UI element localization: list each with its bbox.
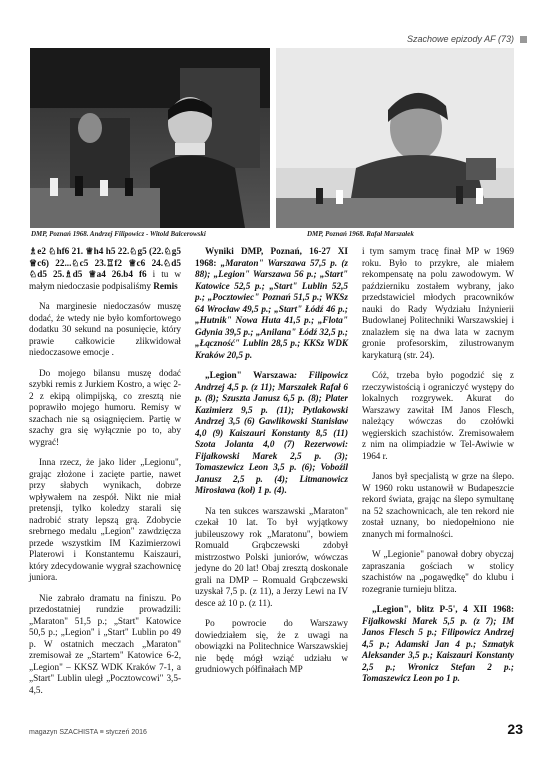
results-paragraph: [195, 246, 348, 361]
paragraph: Na marginesie niedoczasów muszę dodać, że wtedy nie było komfortowego dodatku 30 sekund na posunięcie, który prawie całkowicie zlikwidował niedoczasowe emocje .: [29, 301, 181, 357]
result-remis: Remis: [153, 280, 178, 291]
paragraph: i tym samym tracę finał MP w 1969 roku. Było to przykre, ale miałem rekompensatę na polu zawodowym. W październiku zostałem wybrany, jako przedstawiciel młodych pracowników nauki do Rady Wydziału Inżynierii Budowlanej Politechniki Warszawskiej i znalazłem się na dwa lata w zacnym gronie profesorskim, zilustrowanym karykaturą (str. 24).: [362, 246, 514, 360]
paragraph: Cóż, trzeba było pogodzić się z rzeczywistością i ograniczyć występy do lokalnych rozgrywek. Akurat do Warszawy zawitał IM Janos Flesch, należący wówczas do czołówki węgierskich szachistów. Zremisowałem z nim na olimpiadzie w Tel-Awiwie w 1964 r.: [362, 370, 514, 461]
results-text: „Maraton" Warszawa 57,5 p. (z 88); „Legion" Warszawa 56 p.; „Start" Katowice 52,5 p.; „Start" Lublin 52,5 p.; „Pocztowiec" Poznań 51,5 p.; WKSz 64 Wrocław 49,5 p.; „Start" Łódź 46 p.; „Hutnik" Nowa Huta 41,5 p.; „Flota" Gdynia 39,5 p.; „Anilana" Łódź 32,5 p.; „Łączność" Lublin 28,5 p.; KKSz WDK Kraków 20,5 p.: [195, 257, 348, 360]
text-column-3: [362, 246, 514, 694]
paragraph-text: i tu w małym niedoczasie podpisaliśmy: [29, 269, 181, 291]
paragraph: Do mojego bilansu muszę dodać szybki remis z Jurkiem Kostro, a więc 2-2 z ekipą olimpijską, co zresztą nie poprawiło mojego humoru. Remisy w szachach nie są osiągnięciem. Partię w szachy gra się wyłącznie po to, aby wygrać!: [29, 367, 181, 447]
paragraph: Nie zabrało dramatu na finiszu. Po przedostatniej rundzie prowadzili: „Maraton" 51,5 p.; „Start" Katowice 50,5 p.; „Legion" i „Start" Lublin po 49 p. W ostatnich meczach „Maraton" zremisował ze „Startem" Katowice 6-2, „Legion" – KKSZ WDK Kraków 7-1, a „Start" Lublin uległ „Pocztowcowi" 3,5-4,5.: [29, 592, 181, 695]
footer-magazine: magazyn SZACHISTA ≡ styczeń 2016: [29, 729, 147, 736]
header-square-icon: [520, 36, 527, 43]
blitz-heading: „Legion", blitz P-5', 4 XII 1968:: [372, 604, 514, 614]
paragraph: W „Legionie" panował dobry obyczaj zapraszania gościach w stolicy szachistów na „pogawędkę" do klubu i rozegranie turnieju blitza.: [362, 549, 514, 594]
blitz-results-text: Fijałkowski Marek 5,5 p. (z 7); IM Janos Flesch 5 p.; Filipowicz Andrzej 4,5 p.; Adamski Jan 4 p.; Szmatyk Aleksander 3,5 p.; Kaiszauri Konstanty 2,5 p.; Wronicz Stefan 2 p.; Tomaszewicz Leon po 1 p.: [362, 615, 514, 683]
running-header: [407, 34, 527, 44]
running-title: Szachowe epizody AF (73): [406, 34, 514, 44]
chess-moves: ♗e2 ♘hf6 21. ♕h4 h5 22.♘g5 (22.♘g5 ♕c6) 22...♘c5 23.♖f2 ♕c6 24.♘d5 ♘d5 25.♗d5 ♕a4 26.b4 f6: [29, 246, 181, 279]
team-roster-paragraph: [195, 370, 348, 497]
page-number: 23: [507, 721, 523, 737]
photo-filipowicz-balcerowski: [30, 48, 270, 228]
paragraph: Janos był specjalistą w grze na ślepo. W 1960 roku ustanowił w Budapeszcie rekord świata, grając na ślepo symultanę na 52 szachownicach, ale ten rekord nie został uznany, bo niedopełniono nie znanych mi formalności.: [362, 471, 514, 539]
paragraph: Po powrocie do Warszawy dowiedziałem się, że z uwagi na obowiązki na Politechnice Warszawskiej nie będę mógł wziąć udziału w grudniowych półfinałach MP: [195, 618, 348, 674]
photo-caption: DMP, Poznań 1968. Rafał Marszałek: [307, 230, 414, 238]
team-roster-text: : Filipowicz Andrzej 4,5 p. (z 11); Marszałek Rafał 6 p. (8); Szuszta Janusz 6,5 p. (8); Plater Kazimierz 9,5 p. (11); Pytlakowski Andrzej 3,5 (6) Gawlikowski Stanisław 4,0 (9) Kaiszauri Konstanty 8,5 (11) Szota Jolanta 4,0 (7) Rezerwowi: Fijałkowski Marek 2,5 p. (3); Tomaszewicz Leon 3,5 p. (6); Voboźil Janusz 2,5 p. (4); Litmanowicz Mirosława (koł) 1 p. (4).: [195, 370, 348, 495]
paragraph: Inna rzecz, że jako lider „Legionu", grając złożone i zacięte partie, nawet przy słabych wynikach, dobrze wpływałem na zespół. Nikt nie miał pretensji, tylko koledzy starali się nadrobić straty lepszą grą. Zdobycie srebrnego medalu „Legion" zawdzięcza przede wszystkim IM Kazimierzowi Platerowi i Konstantemu Kaiszauri, który zdecydowanie wygrał szachownicę juniora.: [29, 457, 181, 582]
results-heading: Wyniki DMP, Poznań, 16-27 XI 1968:: [195, 246, 348, 268]
paragraph: Na ten sukces warszawski „Maraton" czekał 10 lat. To był wyjątkowy jubileuszowy rok „Maratonu", bowiem Romuald Grąbczewski zdobył mistrzostwo Polski juniorów, wówczas jedyne do 20 lat! Obaj zresztą doskonale grali na DMP – Romuald Grąbczewski uzyskał 7,5 p. (z 11), a Jerzy Lewi na IV desce aż 10 p. (z 11).: [195, 505, 348, 608]
team-heading: „Legion" Warszawa: [205, 370, 295, 380]
photo-caption: DMP, Poznań 1968. Andrzej Filipowicz - Witold Balcerowski: [31, 230, 206, 238]
text-column-1: [29, 246, 181, 705]
blitz-results-paragraph: [362, 604, 514, 685]
paragraph: [29, 246, 181, 292]
text-column-2: [195, 246, 348, 685]
photo-marszalek: [276, 48, 514, 228]
